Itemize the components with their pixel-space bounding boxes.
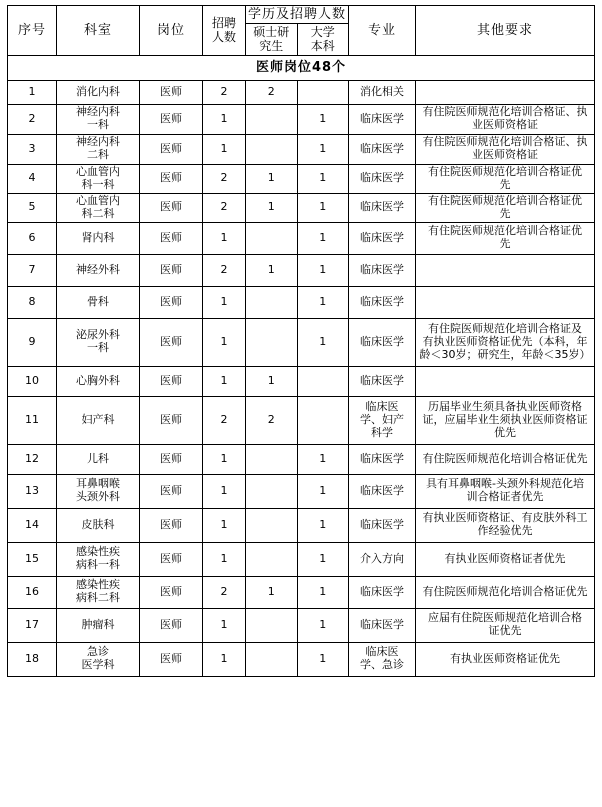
table-header — [8, 6, 595, 56]
cell-major: 临床医学 — [349, 576, 416, 608]
cell-master-count: 2 — [246, 80, 298, 104]
cell-bachelor-count: 1 — [297, 474, 349, 508]
table-row — [8, 396, 595, 444]
table-row — [8, 254, 595, 286]
cell-master-count: 1 — [246, 254, 298, 286]
table-row — [8, 508, 595, 542]
cell-department: 感染性疾 病科二科 — [57, 576, 140, 608]
bachelor-line2: 本科 — [310, 39, 335, 54]
cell-master-count — [246, 318, 298, 366]
table-row — [8, 444, 595, 474]
cell-post: 医师 — [140, 366, 203, 396]
cell-master-count — [246, 444, 298, 474]
cell-recruit-count: 1 — [203, 444, 246, 474]
cell-bachelor-count: 1 — [297, 608, 349, 642]
cell-other-requirements: 有住院医师规范化培训合格证及 有执业医师资格证优先（本科，年 龄＜30岁；研究生，年龄＜35岁） — [416, 318, 595, 366]
cell-major: 介入方向 — [349, 542, 416, 576]
cell-seq: 14 — [8, 508, 57, 542]
cell-master-count — [246, 104, 298, 134]
cell-master-count: 1 — [246, 576, 298, 608]
table-row — [8, 366, 595, 396]
cell-bachelor-count: 1 — [297, 222, 349, 254]
recruitment-table — [7, 5, 595, 677]
cell-department: 耳鼻咽喉 头颈外科 — [57, 474, 140, 508]
column-header-seq: 序号 — [8, 6, 57, 56]
cell-master-count — [246, 542, 298, 576]
cell-recruit-count: 1 — [203, 642, 246, 676]
cell-seq: 15 — [8, 542, 57, 576]
cell-seq: 18 — [8, 642, 57, 676]
cell-bachelor-count — [297, 366, 349, 396]
cell-seq: 1 — [8, 80, 57, 104]
table-row — [8, 542, 595, 576]
cell-major: 临床医学 — [349, 608, 416, 642]
cell-department: 妇产科 — [57, 396, 140, 444]
recruit-count-line1: 招聘 — [211, 16, 236, 31]
cell-bachelor-count: 1 — [297, 164, 349, 193]
cell-recruit-count: 1 — [203, 104, 246, 134]
cell-bachelor-count: 1 — [297, 642, 349, 676]
cell-master-count: 1 — [246, 366, 298, 396]
cell-other-requirements: 有住院医师规范化培训合格证、执 业医师资格证 — [416, 104, 595, 134]
table-row — [8, 576, 595, 608]
cell-major: 临床医学 — [349, 134, 416, 164]
cell-recruit-count: 1 — [203, 134, 246, 164]
cell-department: 神经外科 — [57, 254, 140, 286]
section-title-row — [8, 55, 595, 80]
cell-seq: 16 — [8, 576, 57, 608]
cell-department: 心血管内 科二科 — [57, 193, 140, 222]
cell-recruit-count: 1 — [203, 508, 246, 542]
cell-post: 医师 — [140, 542, 203, 576]
cell-post: 医师 — [140, 80, 203, 104]
cell-department: 皮肤科 — [57, 508, 140, 542]
cell-department: 肿瘤科 — [57, 608, 140, 642]
cell-bachelor-count: 1 — [297, 508, 349, 542]
cell-bachelor-count: 1 — [297, 254, 349, 286]
cell-department: 神经内科 二科 — [57, 134, 140, 164]
cell-recruit-count: 2 — [203, 254, 246, 286]
cell-bachelor-count — [297, 396, 349, 444]
cell-major: 临床医学 — [349, 193, 416, 222]
cell-major: 临床医学 — [349, 222, 416, 254]
cell-recruit-count: 1 — [203, 542, 246, 576]
cell-bachelor-count: 1 — [297, 542, 349, 576]
cell-bachelor-count: 1 — [297, 193, 349, 222]
cell-seq: 17 — [8, 608, 57, 642]
cell-other-requirements: 有执业医师资格证、有皮肤外科工 作经验优先 — [416, 508, 595, 542]
cell-master-count — [246, 222, 298, 254]
bachelor-line1: 大学 — [310, 25, 335, 40]
cell-bachelor-count: 1 — [297, 104, 349, 134]
cell-department: 心胸外科 — [57, 366, 140, 396]
cell-major: 临床医 学、急诊 — [349, 642, 416, 676]
column-header-other-requirements: 其他要求 — [416, 6, 595, 56]
cell-post: 医师 — [140, 444, 203, 474]
cell-recruit-count: 1 — [203, 366, 246, 396]
cell-seq: 2 — [8, 104, 57, 134]
cell-department: 肾内科 — [57, 222, 140, 254]
cell-post: 医师 — [140, 642, 203, 676]
cell-other-requirements: 有住院医师规范化培训合格证、执 业医师资格证 — [416, 134, 595, 164]
cell-major: 临床医学 — [349, 254, 416, 286]
cell-recruit-count: 1 — [203, 318, 246, 366]
cell-bachelor-count — [297, 80, 349, 104]
cell-major: 临床医学 — [349, 318, 416, 366]
table-body — [8, 55, 595, 676]
cell-seq: 10 — [8, 366, 57, 396]
cell-post: 医师 — [140, 508, 203, 542]
cell-other-requirements — [416, 366, 595, 396]
column-header-bachelor — [297, 24, 349, 55]
column-header-education-group: 学历及招聘人数 — [246, 6, 349, 24]
cell-seq: 5 — [8, 193, 57, 222]
cell-seq: 8 — [8, 286, 57, 318]
cell-major: 临床医学 — [349, 366, 416, 396]
cell-seq: 9 — [8, 318, 57, 366]
cell-other-requirements — [416, 286, 595, 318]
section-title: 医师岗位48个 — [8, 55, 595, 80]
cell-bachelor-count: 1 — [297, 286, 349, 318]
master-line1: 硕士研 — [253, 25, 290, 40]
cell-post: 医师 — [140, 134, 203, 164]
cell-major: 临床医学 — [349, 508, 416, 542]
cell-major: 临床医学 — [349, 104, 416, 134]
cell-master-count: 2 — [246, 396, 298, 444]
cell-recruit-count: 1 — [203, 608, 246, 642]
cell-other-requirements: 有执业医师资格证者优先 — [416, 542, 595, 576]
table-row — [8, 318, 595, 366]
cell-bachelor-count: 1 — [297, 318, 349, 366]
table-row — [8, 642, 595, 676]
cell-department: 急诊 医学科 — [57, 642, 140, 676]
cell-recruit-count: 2 — [203, 396, 246, 444]
master-line2: 究生 — [259, 39, 284, 54]
cell-department: 儿科 — [57, 444, 140, 474]
cell-master-count — [246, 286, 298, 318]
cell-bachelor-count: 1 — [297, 134, 349, 164]
cell-other-requirements: 有住院医师规范化培训合格证优 先 — [416, 222, 595, 254]
cell-recruit-count: 1 — [203, 222, 246, 254]
cell-recruit-count: 1 — [203, 286, 246, 318]
cell-post: 医师 — [140, 104, 203, 134]
table-row — [8, 608, 595, 642]
cell-department: 骨科 — [57, 286, 140, 318]
cell-other-requirements: 有住院医师规范化培训合格证优 先 — [416, 193, 595, 222]
cell-post: 医师 — [140, 193, 203, 222]
cell-seq: 11 — [8, 396, 57, 444]
cell-post: 医师 — [140, 576, 203, 608]
header-row-1 — [8, 6, 595, 24]
cell-post: 医师 — [140, 608, 203, 642]
cell-bachelor-count: 1 — [297, 444, 349, 474]
cell-department: 感染性疾 病科一科 — [57, 542, 140, 576]
table-row — [8, 222, 595, 254]
column-header-post: 岗位 — [140, 6, 203, 56]
cell-seq: 7 — [8, 254, 57, 286]
cell-major: 消化相关 — [349, 80, 416, 104]
cell-master-count — [246, 134, 298, 164]
column-header-major: 专业 — [349, 6, 416, 56]
cell-recruit-count: 2 — [203, 164, 246, 193]
table-row — [8, 193, 595, 222]
cell-other-requirements: 具有耳鼻咽喉-头颈外科规范化培 训合格证者优先 — [416, 474, 595, 508]
table-row — [8, 474, 595, 508]
table-row — [8, 134, 595, 164]
cell-recruit-count: 2 — [203, 193, 246, 222]
cell-master-count: 1 — [246, 193, 298, 222]
cell-seq: 3 — [8, 134, 57, 164]
cell-seq: 6 — [8, 222, 57, 254]
cell-recruit-count: 1 — [203, 474, 246, 508]
column-header-recruit-count — [203, 6, 246, 56]
cell-department: 泌尿外科 一科 — [57, 318, 140, 366]
cell-other-requirements: 有执业医师资格证优先 — [416, 642, 595, 676]
cell-major: 临床医 学、妇产 科学 — [349, 396, 416, 444]
cell-post: 医师 — [140, 254, 203, 286]
cell-department: 消化内科 — [57, 80, 140, 104]
table-row — [8, 286, 595, 318]
table-row — [8, 80, 595, 104]
cell-other-requirements: 有住院医师规范化培训合格证优先 — [416, 444, 595, 474]
cell-post: 医师 — [140, 222, 203, 254]
cell-master-count: 1 — [246, 164, 298, 193]
cell-post: 医师 — [140, 396, 203, 444]
recruit-count-line2: 人数 — [211, 30, 236, 45]
cell-other-requirements: 历届毕业生须具备执业医师资格 证，应届毕业生须执业医师资格证 优先 — [416, 396, 595, 444]
column-header-department: 科室 — [57, 6, 140, 56]
cell-master-count — [246, 608, 298, 642]
cell-post: 医师 — [140, 318, 203, 366]
cell-seq: 12 — [8, 444, 57, 474]
cell-master-count — [246, 474, 298, 508]
cell-other-requirements — [416, 80, 595, 104]
column-header-master — [246, 24, 298, 55]
cell-other-requirements: 有住院医师规范化培训合格证优先 — [416, 576, 595, 608]
cell-department: 神经内科 一科 — [57, 104, 140, 134]
cell-bachelor-count: 1 — [297, 576, 349, 608]
cell-other-requirements: 应届有住院医师规范化培训合格 证优先 — [416, 608, 595, 642]
cell-major: 临床医学 — [349, 164, 416, 193]
cell-post: 医师 — [140, 286, 203, 318]
cell-post: 医师 — [140, 164, 203, 193]
cell-major: 临床医学 — [349, 444, 416, 474]
cell-department: 心血管内 科一科 — [57, 164, 140, 193]
table-row — [8, 164, 595, 193]
cell-seq: 4 — [8, 164, 57, 193]
cell-master-count — [246, 508, 298, 542]
cell-recruit-count: 2 — [203, 80, 246, 104]
cell-seq: 13 — [8, 474, 57, 508]
cell-major: 临床医学 — [349, 474, 416, 508]
cell-post: 医师 — [140, 474, 203, 508]
table-row — [8, 104, 595, 134]
cell-major: 临床医学 — [349, 286, 416, 318]
cell-other-requirements — [416, 254, 595, 286]
cell-recruit-count: 2 — [203, 576, 246, 608]
cell-master-count — [246, 642, 298, 676]
cell-other-requirements: 有住院医师规范化培训合格证优 先 — [416, 164, 595, 193]
